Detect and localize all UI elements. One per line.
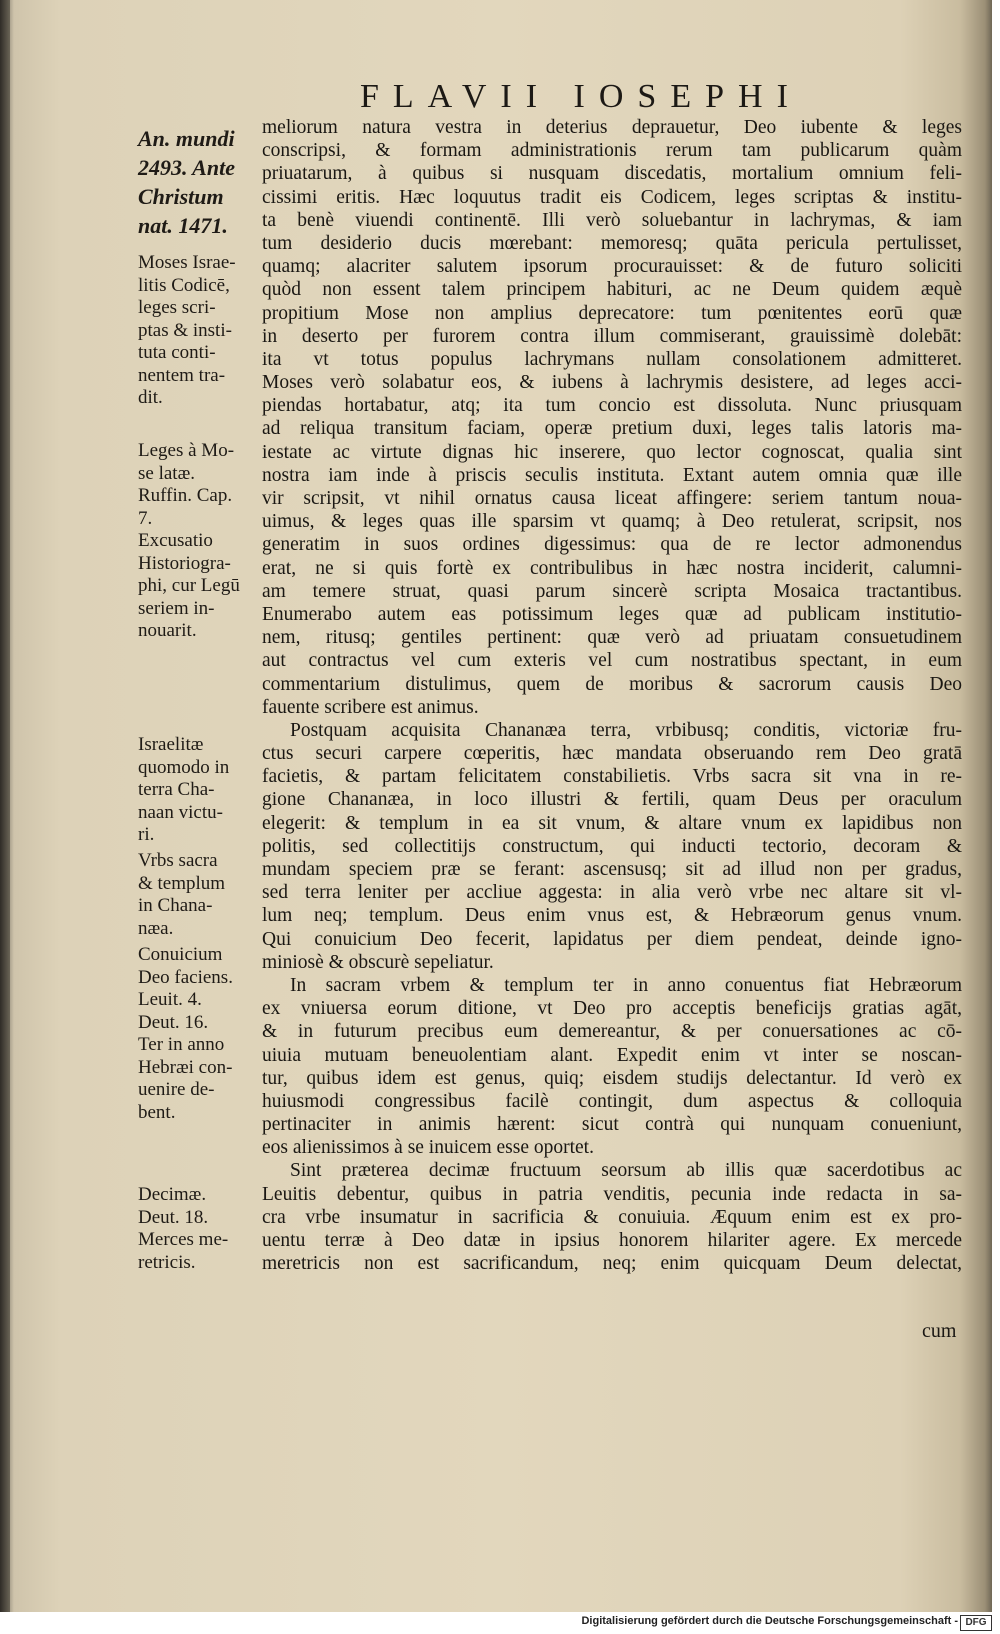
margin-note-line: Decimæ. <box>138 1184 207 1205</box>
margin-note-line: Moses Israe- <box>138 252 236 273</box>
text-line: nostra iam inde à priscis seculis instituta. Extant autem omnia quæ ille <box>262 464 962 486</box>
text-line: aut contractus vel cum exteris vel cum nostratibus spectant, in eum <box>262 650 962 672</box>
footer-bar <box>0 1612 1000 1634</box>
margin-note-line: Deut. 18. <box>138 1206 209 1228</box>
page-gutter <box>0 0 10 1612</box>
text-line: in deserto per furorem contra illum commiserant, grauissimè dolebāt: <box>262 325 962 347</box>
margin-note-line: nat. 1471. <box>138 213 228 238</box>
margin-note <box>138 530 270 643</box>
text-line: huiusmodi congressibus facilè contingit, dum aspectus & colloquia <box>262 1090 962 1112</box>
text-line: commentarium distulimus, quem de moribus & sacrorum causis Deo <box>262 673 962 695</box>
text-line: propitium Mose non amplius deprecatore: tum pœnitentes eorū quæ <box>262 302 962 324</box>
margin-note-line: seriem in- <box>138 597 215 619</box>
text-line: meliorum natura vestra in deterius deprauetur, Deo iubente & leges <box>262 117 962 138</box>
margin-note-line: phi, cur Legū <box>138 575 240 596</box>
text-line: fauente scribere est animus. <box>262 696 479 718</box>
margin-note-line: An. mundi <box>138 126 235 151</box>
margin-note <box>138 440 270 530</box>
margin-note-line: 7. <box>138 507 153 529</box>
margin-note-line: Vrbs sacra <box>138 850 218 871</box>
text-line: cra vrbe insumatur in sacrificia & conuiuia. Æquum enim est ex pro- <box>262 1206 962 1228</box>
text-line: ex vniuersa eorum ditione, vt Deo pro acceptis beneficijs gratias agāt, <box>262 998 962 1020</box>
text-line: lum neq; templum. Deus enim vnus est, & Hebræorum genus vnum. <box>262 905 962 927</box>
text-line: miniosè & obscurè sepeliatur. <box>262 951 494 973</box>
text-line: uiuia mutuam beneuolentiam alant. Expedit enim vt inter se noscan- <box>262 1044 962 1066</box>
margin-note-line: nentem tra- <box>138 364 226 386</box>
text-line: tur, quibus idem est genus, quiq; eisdem studijs delectantur. Id verò ex <box>262 1067 962 1089</box>
text-line: Qui conuicium Deo fecerit, lapidatus per diem pendeat, deinde igno- <box>262 928 962 950</box>
margin-note-line: 2493. Ante <box>138 155 235 180</box>
text-line: mundam speciem præ se ferant: ascensusq; sit ad illud non per gradus, <box>262 859 962 880</box>
margin-note-line: leges scri- <box>138 297 216 318</box>
margin-note-line: se latæ. <box>138 462 195 484</box>
text-line: Enumerabo autem eas potissimum leges quæ ad publicam institutio- <box>262 603 962 625</box>
text-line: iestate ac virtute dignas hic inserere, quo lector cognoscat, qualia sint <box>262 441 962 463</box>
margin-note-line: ri. <box>138 824 155 845</box>
text-line: facietis, & partam felicitatem constabilietis. Vrbs sacra sit vna in re- <box>262 766 962 788</box>
text-line: politis, sed collectitijs constructum, qui inducti tectorio, decoram & <box>262 835 962 857</box>
text-line: Sint præterea decimæ fructuum seorsum ab illis quæ sacerdotibus ac <box>290 1160 962 1182</box>
text-line: Leuitis debentur, quibus in patria venditis, pecunia inde redacta in sa- <box>262 1183 962 1205</box>
margin-note <box>138 944 270 1034</box>
margin-note <box>138 124 270 240</box>
margin-note-line: uenire de- <box>138 1079 215 1100</box>
margin-note-line: Merces me- <box>138 1229 229 1250</box>
footer-credit: Digitalisierung gefördert durch die Deutsche Forschungsgemeinschaft - <box>581 1615 958 1627</box>
text-line: Moses verò solabatur eos, & iubens à lachrymis desistere, ad leges acci- <box>262 372 962 394</box>
text-line: sed terra leniter per accliue aggesta: in alia verò vrbe nec altare sit vl- <box>262 882 962 904</box>
margin-note <box>138 734 270 847</box>
margin-note <box>138 1184 270 1274</box>
margin-note-line: tuta conti- <box>138 342 216 363</box>
text-line: gione Chananæa, in loco illustri & fertili, quam Deus per oraculum <box>262 789 962 811</box>
margin-note-line: quomodo in <box>138 756 230 778</box>
main-text <box>262 116 962 1275</box>
margin-note-line: Conuicium <box>138 944 223 965</box>
text-line: & in futurum precibus eum demereantur, & per conuersationes ac cō- <box>262 1021 962 1043</box>
margin-note-line: retricis. <box>138 1251 196 1273</box>
text-line: cissimi eritis. Hæc loquutus tradit eis Codicem, leges scriptas & institu- <box>262 186 962 208</box>
margin-note <box>138 1034 270 1124</box>
margin-note-line: dit. <box>138 387 163 408</box>
text-line: generatim in suos ordines digessimus: qua de re lector admonendus <box>262 534 962 556</box>
margin-note-line: in Chana- <box>138 895 213 916</box>
margin-note-line: Leuit. 4. <box>138 989 202 1010</box>
margin-note-line: Christum <box>138 184 224 209</box>
margin-note-line: & templum <box>138 872 226 894</box>
text-line: quamq; alacriter salutem ipsorum procurauisset: & de futuro soliciti <box>262 256 962 278</box>
margin-note-line: Ter in anno <box>138 1034 225 1055</box>
margin-note-line: Deut. 16. <box>138 1011 209 1033</box>
text-line: piendas hortabatur, atq; ita tum concio est dissoluta. Nunc priusquam <box>262 395 962 417</box>
margin-note-line: nouarit. <box>138 620 197 641</box>
margin-note <box>138 252 270 410</box>
text-line: ta benè viuendi continentē. Illi verò soluebantur in lachrymas, & iam <box>262 209 962 231</box>
text-line: pertinaciter in animis hærent: sicut contrà qui nunquam conueniunt, <box>262 1114 962 1136</box>
catchword: cum <box>922 1320 957 1342</box>
text-line: erat, ne si quis fortè ex contribulibus in hæc nostra inciderit, calumni- <box>262 557 962 579</box>
margin-note-line: ptas & insti- <box>138 319 232 341</box>
margin-note-line: Ruffin. Cap. <box>138 485 233 506</box>
margin-note-line: Israelitæ <box>138 734 204 755</box>
text-line: am temere struat, quasi parum sincerè scripta Mosaica tractantibus. <box>262 580 962 602</box>
text-line: uimus, & leges quas ille sparsim vt quamq; à Deo retulerat, scripsit, nos <box>262 511 962 533</box>
text-line: eos alienissimos à se inuicem esse oportet. <box>262 1137 594 1159</box>
text-line: elegerit: & templum in ea sit vnum, & altare vnum ex lapidibus non <box>262 812 962 834</box>
text-line: ad reliqua transitum faciam, operæ pretium duxi, leges talis latoris ma- <box>262 418 962 440</box>
margin-note-line: Historiogra- <box>138 552 231 574</box>
dfg-logo: DFG <box>960 1615 992 1631</box>
text-line: tum desiderio ducis mœrebant: memoresq; quāta pericula pertulisset, <box>262 232 962 254</box>
margin-note-line: litis Codicē, <box>138 274 230 296</box>
text-line: nem, ritusq; gentiles pertinent: quæ verò ad priuatam consuetudinem <box>262 627 962 649</box>
margin-note-line: terra Cha- <box>138 779 215 800</box>
margin-note-line: naan victu- <box>138 801 223 823</box>
text-line: priuatarum, à quibus si nusquam discedatis, mortalium omnium feli- <box>262 163 962 185</box>
text-line: meretricis non est sacrificandum, neq; enim quicquam Deum delectat, <box>262 1253 962 1275</box>
text-line: Postquam acquisita Chananæa terra, vrbibusq; conditis, victoriæ fru- <box>290 719 962 741</box>
text-line: In sacram vrbem & templum ter in anno conuentus fiat Hebræorum <box>290 974 962 996</box>
margin-note-line: Deo faciens. <box>138 966 233 988</box>
text-line: quòd non essent talem principem habituri, ac ne Deum quidem æquè <box>262 279 962 301</box>
text-line: conscripsi, & formam administrationis rerum tam publicarum quàm <box>262 140 962 162</box>
text-line: ctus securi carpere cœperitis, hæc mandata obseruando rem Deo gratā <box>262 743 962 765</box>
margin-note-line: Hebræi con- <box>138 1056 233 1078</box>
running-header: FLAVII IOSEPHI <box>360 78 802 115</box>
text-line: ita vt totus populus lachrymans nullam consolationem admitteret. <box>262 348 962 370</box>
margin-note-line: bent. <box>138 1101 176 1123</box>
margin-note-line: Leges à Mo- <box>138 440 235 461</box>
margin-note-line: næa. <box>138 917 174 939</box>
margin-note-line: Excusatio <box>138 530 213 551</box>
text-line: vir scripsit, vt nihil ornatus causa liceat affingere: seriem tantum noua- <box>262 488 962 509</box>
margin-note <box>138 850 270 940</box>
text-line: uentu terræ à Deo datæ in ipsius honorem hilariter agere. Ex mercede <box>262 1230 962 1251</box>
